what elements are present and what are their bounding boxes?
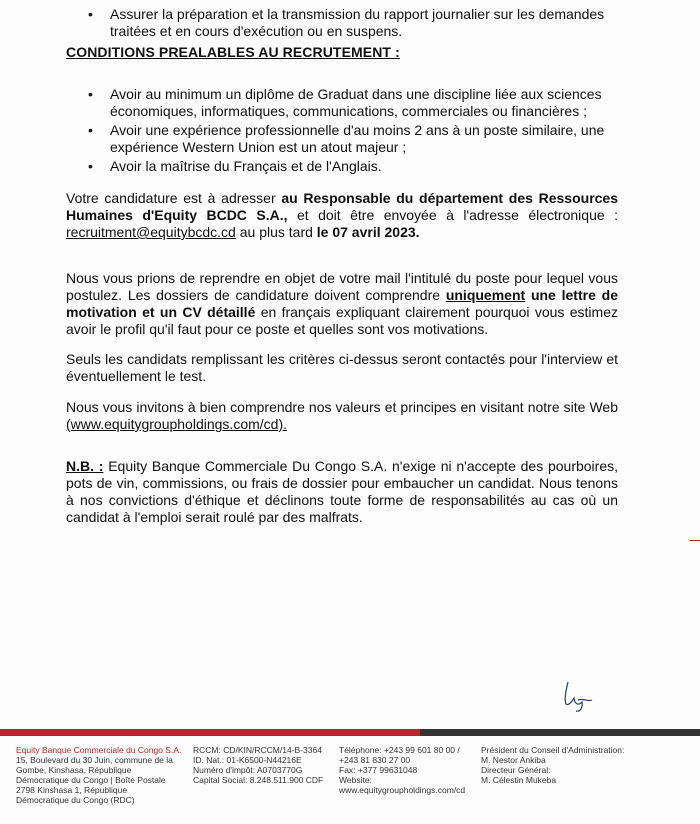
- footer-address-block: [16, 745, 186, 805]
- nb-paragraph: [66, 458, 618, 526]
- website-link[interactable]: (www.equitygroupholdings.com/cd).: [66, 416, 287, 432]
- nb-text: Equity Banque Commerciale Du Congo S.A. n'exige ni n'accepte des pourboires, pots de vin, commissions, ou frais de dossier pour embaucher un candidat. Nous tenons à nos convictions d'éthique et déclinons toute forme de responsabilités au cas où un candidat à l'emploi serait roulé par des malfrats.: [66, 458, 618, 525]
- recipient-text: au Responsable du département des Ressources Humaines d'Equity BCDC S.A.,: [66, 190, 618, 223]
- footer-registry-line: RCCM: CD/KIN/RCCM/14-B-3364: [193, 745, 322, 755]
- values-paragraph: [66, 399, 618, 433]
- footer-contact-line: Fax: +377 99631048: [339, 765, 418, 775]
- emphasis-uniquement: uniquement: [445, 287, 526, 303]
- footer-address-line: Démocratique du Congo (RDC): [16, 795, 135, 805]
- application-paragraph: [66, 190, 618, 241]
- footer-dark-bar: [420, 729, 700, 736]
- conditions-heading: CONDITIONS PREALABLES AU RECRUTEMENT :: [66, 44, 400, 60]
- application-text-2: et doit être envoyée à l'adresse électronique :: [287, 207, 618, 223]
- footer-address-line: 15, Boulevard du 30 Juin, commune de la: [16, 755, 173, 765]
- conditions-list: [84, 86, 624, 175]
- footer-website-link[interactable]: www.equitygroupholdings.com/cd: [339, 785, 466, 795]
- instructions-text: Nous vous prions de reprendre en objet de votre mail l'intitulé du poste pour lequel vous postulez. Les dossiers de candidature doivent comprendre: [66, 270, 618, 303]
- instructions-paragraph: [66, 270, 618, 338]
- footer-registry-line: Capital Social: 8.248.511.900 CDF: [193, 775, 324, 785]
- footer-registry-line: Numéro d'impôt: A0703770G: [193, 765, 303, 775]
- condition-item: • Avoir une expérience professionnelle d'au moins 2 ans à un poste similaire, une expérience Western Union est un atout majeur ;: [84, 122, 624, 156]
- footer-registry-line: ID. Nat.: 01-K6500-N44216E: [193, 755, 302, 765]
- footer-contact-block: [339, 745, 475, 795]
- footer-board-line: Directeur Général:: [481, 765, 551, 775]
- footer-board-line: M. Célestin Mukeba: [481, 775, 557, 785]
- footer-address-line: 2798 Kinshasa 1, République: [16, 785, 128, 795]
- instructions-text-2: en français expliquant clairement pourquoi vous estimez avoir le profil qu'il faut pour ce poste et quelles sont vos motivations.: [66, 304, 618, 337]
- footer-contact-line: Téléphone: +243 99 601 80 00 /: [339, 745, 460, 755]
- footer-address-line: Gombe, Kinshasa, République: [16, 765, 132, 775]
- condition-item: • Avoir la maîtrise du Français et de l'Anglais.: [84, 158, 624, 175]
- application-text-3: au plus tard: [235, 224, 317, 240]
- footer-contact-line: Website:: [339, 775, 372, 785]
- selection-paragraph: Seuls les candidats remplissant les critères ci-dessus seront contactés pour l'interview et éventuellement le test.: [66, 351, 618, 384]
- footer-board-line: M. Nestor Ankiba: [481, 755, 546, 765]
- email-link[interactable]: recruitment@equitybcdc.cd: [66, 224, 236, 240]
- footer-divider: [0, 729, 700, 736]
- signature-icon: [558, 678, 598, 714]
- footer-board-block: [481, 745, 691, 785]
- application-text: Votre candidature est à adresser: [66, 190, 282, 206]
- top-bullet-list: [84, 6, 624, 40]
- values-text: Nous vous invitons à bien comprendre nos valeurs et principes en visitant notre site Web: [66, 399, 618, 415]
- footer-registry-block: [193, 745, 333, 785]
- footer-brand: Equity Banque Commerciale du Congo S.A.: [16, 745, 182, 755]
- emphasis-documents: une lettre de motivation et un CV détaillé: [66, 287, 618, 320]
- nb-label: N.B. :: [66, 458, 104, 474]
- footer-red-bar: [0, 729, 420, 736]
- footer-contact-line: +243 81 830 27 00: [339, 755, 411, 765]
- footer-board-line: Président du Conseil d'Administration:: [481, 745, 625, 755]
- deadline-text: le 07 avril 2023.: [316, 224, 420, 240]
- margin-mark: [690, 540, 700, 541]
- footer-address-line: Démocratique du Congo | Boîte Postale: [16, 775, 166, 785]
- condition-item: • Avoir au minimum un diplôme de Graduat dans une discipline liée aux sciences économiques, informatiques, communications, commerciales ou financières ;: [84, 86, 624, 120]
- bullet-item: • Assurer la préparation et la transmission du rapport journalier sur les demandes traitées et en cours d'exécution ou en suspens.: [84, 6, 624, 40]
